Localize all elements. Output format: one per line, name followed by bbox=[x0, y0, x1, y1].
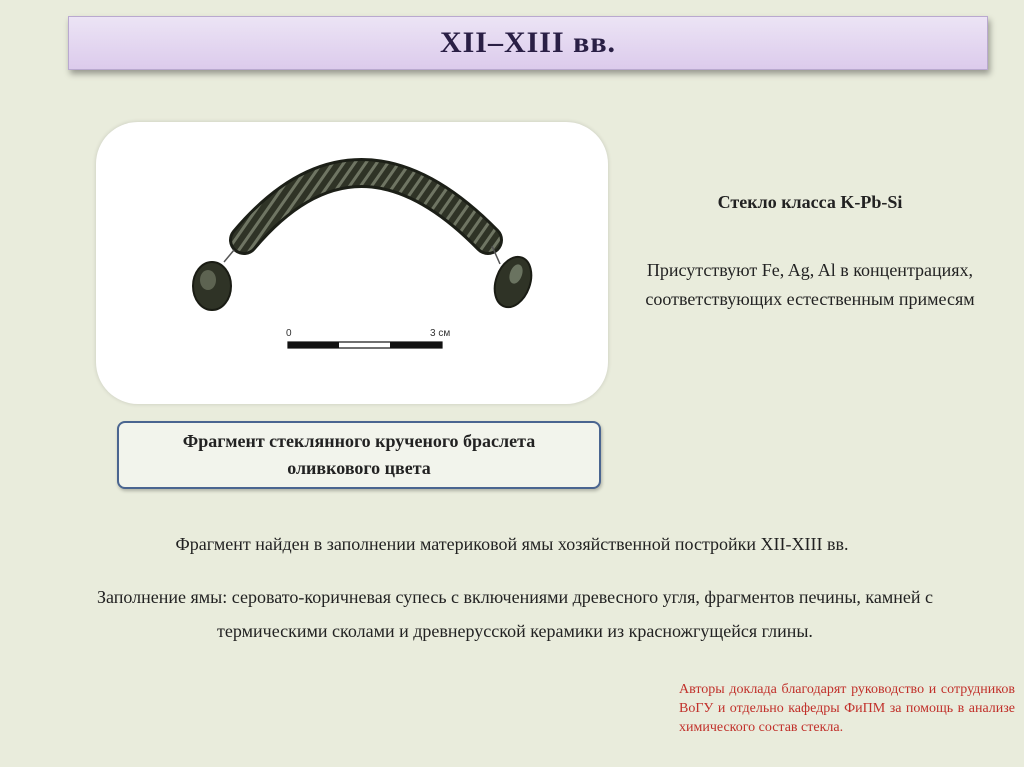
acknowledgement-note: Авторы доклада благодарят руководство и сотрудников ВоГУ и отдельно кафедры ФиПМ за помощь в анализе химического состав стекла. bbox=[679, 682, 1015, 735]
cross-section-left-highlight bbox=[200, 270, 216, 290]
glass-class-heading: Стекло класса K-Pb-Si bbox=[717, 192, 903, 212]
bracelet-arc bbox=[244, 173, 488, 240]
photo-caption: Фрагмент стеклянного крученого браслета оливкового цвета bbox=[182, 431, 536, 478]
bracelet-photo bbox=[96, 122, 608, 404]
scale-start-label: 0 bbox=[286, 328, 292, 339]
scale-bar-segment-3 bbox=[390, 342, 442, 348]
elements-note: Присутствуют Fe, Ag, Al в концентрациях, соответствующих естественным примесям bbox=[645, 260, 975, 309]
title-bar bbox=[68, 16, 988, 70]
fill-note: Заполнение ямы: серовато-коричневая супесь с включениями древесного угля, фрагментов печины, камней с термическими сколами и древнерусской керамики из красножгущейся глины. bbox=[96, 587, 934, 641]
scale-end-label: 3 см bbox=[430, 328, 451, 339]
connector-line-left bbox=[224, 250, 234, 262]
slide-title: XII–XIII вв. bbox=[439, 26, 617, 59]
found-note: Фрагмент найден в заполнении материковой ямы хозяйственной постройки XII-XIII вв. bbox=[175, 534, 849, 554]
scale-bar-segment-1 bbox=[288, 342, 339, 348]
photo-caption-box bbox=[117, 421, 601, 489]
bracelet-illustration bbox=[96, 122, 608, 404]
